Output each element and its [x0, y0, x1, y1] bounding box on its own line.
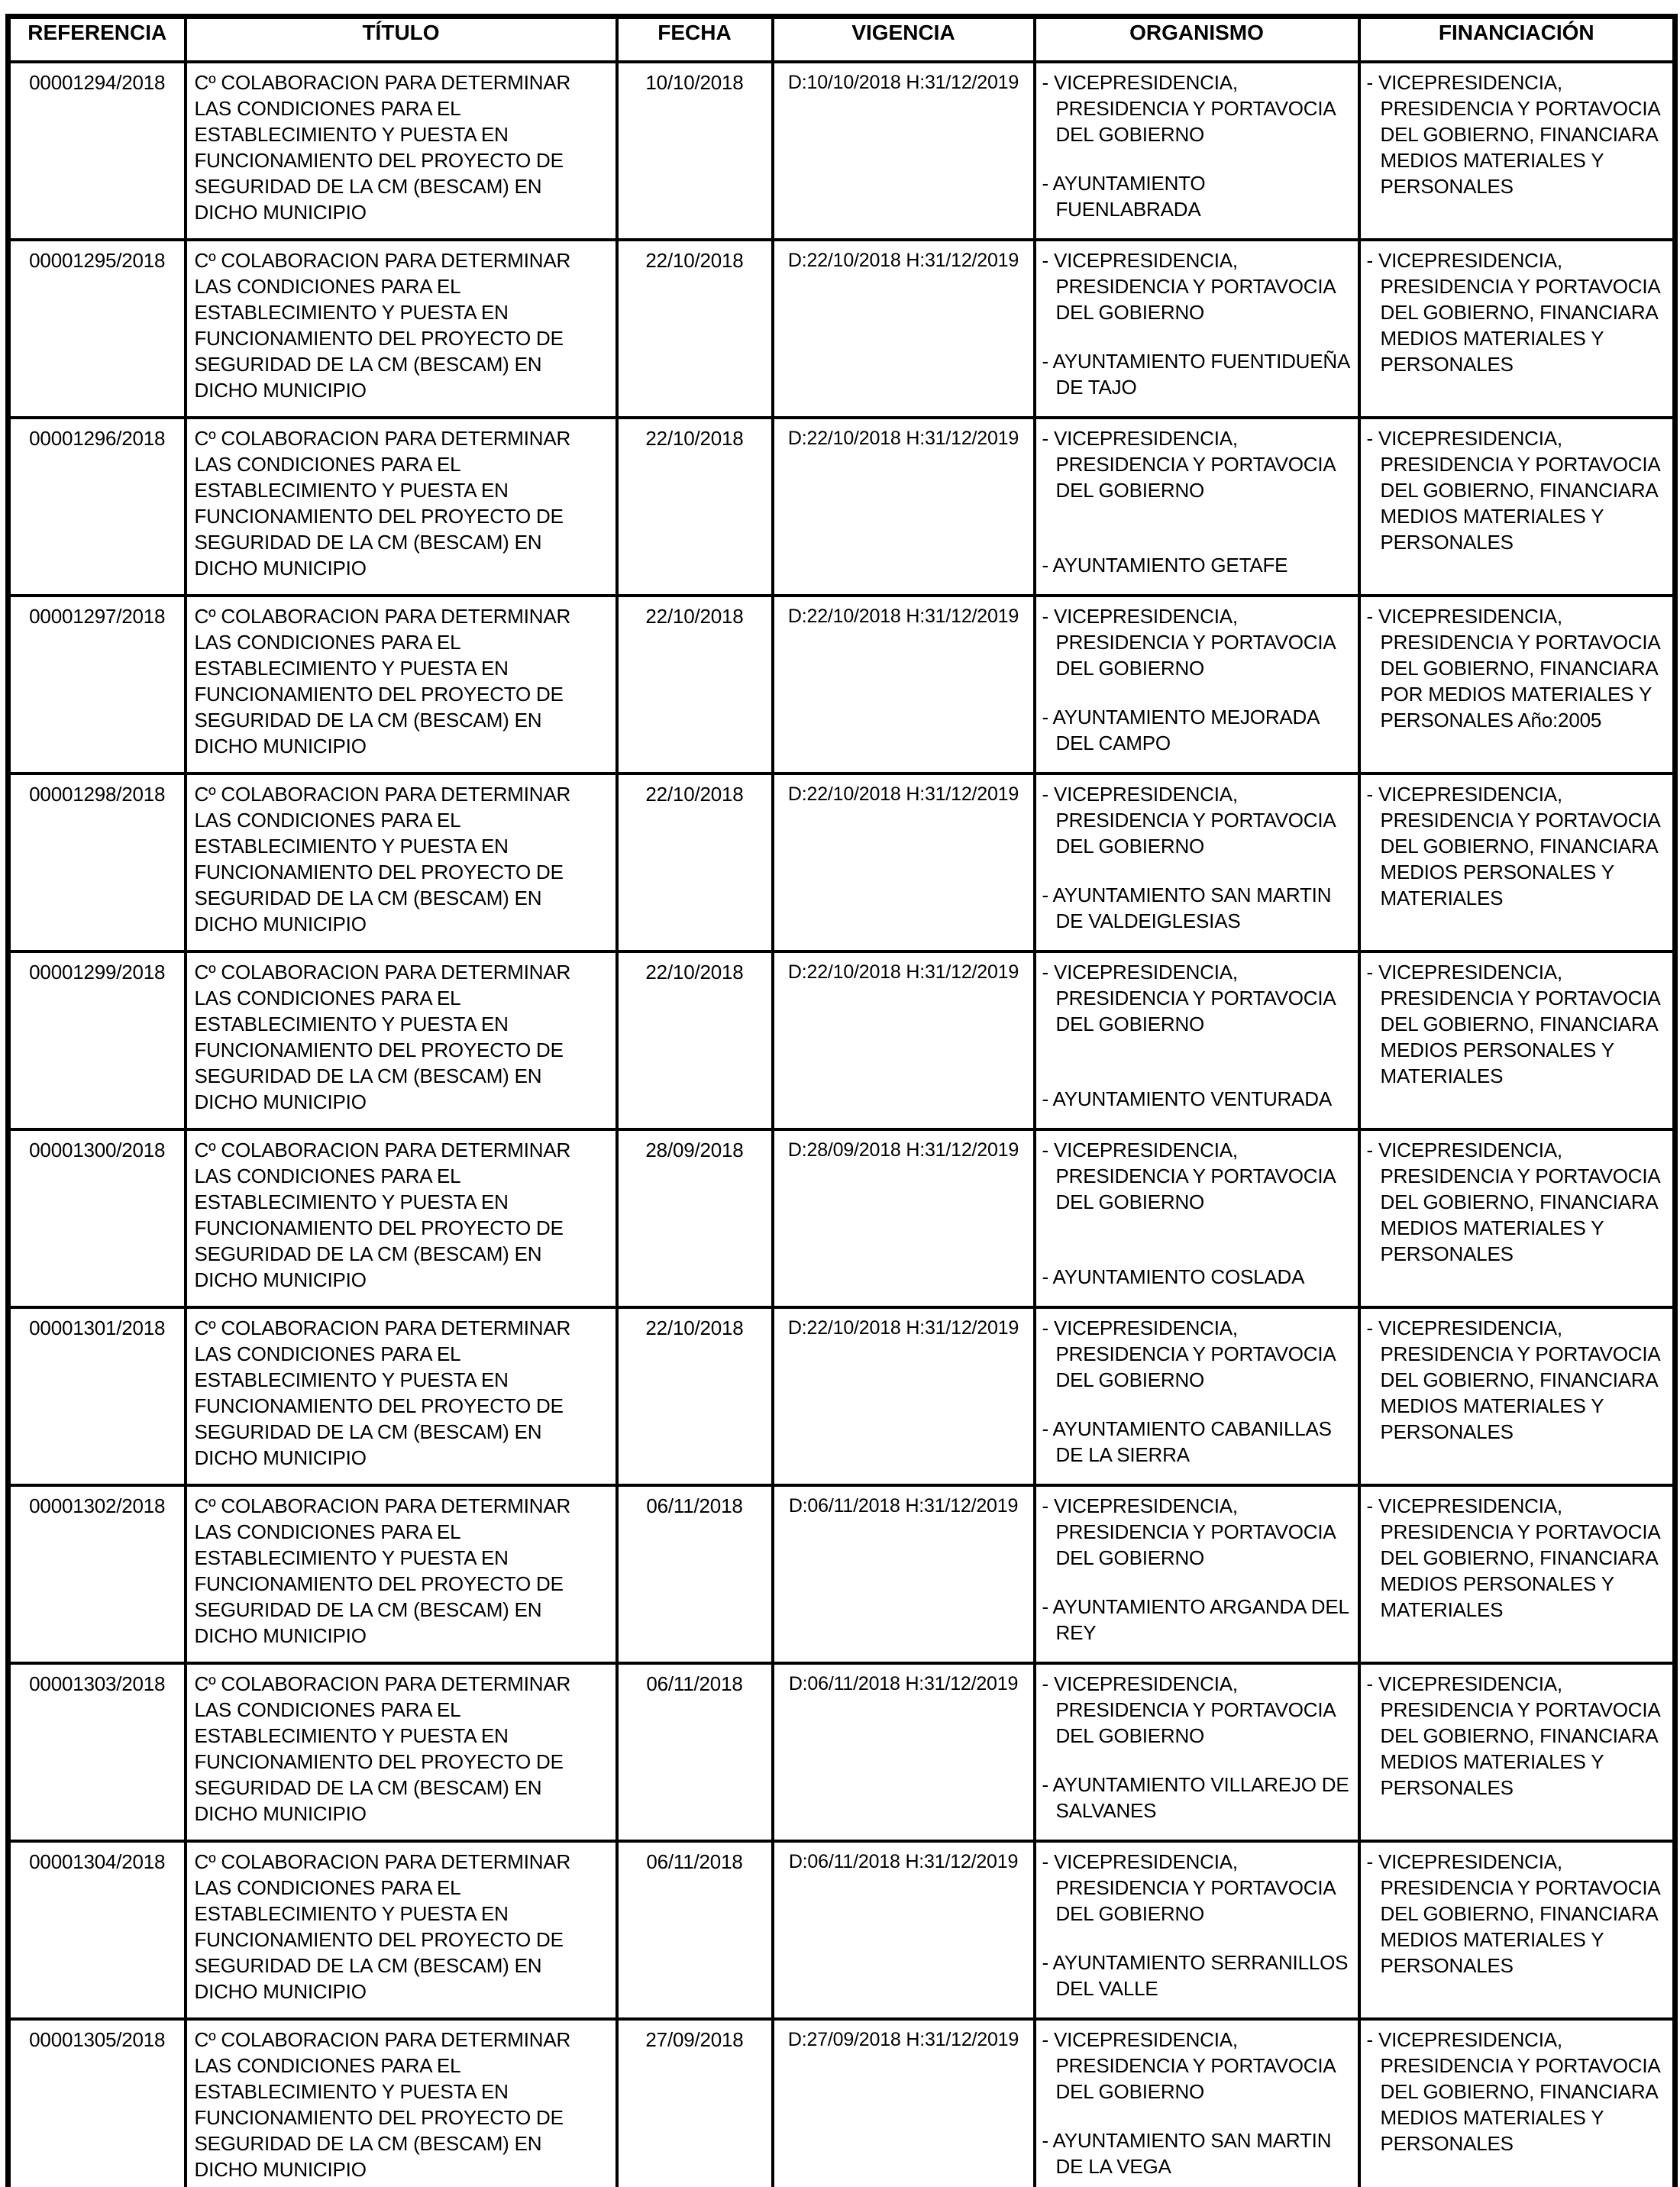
table-row: [8, 951, 1675, 1129]
cell-vigencia: D:06/11/2018 H:31/12/2019: [773, 1663, 1035, 1841]
financiacion-text: - VICEPRESIDENCIA, PRESIDENCIA Y PORTAVOCIA DEL GOBIERNO, FINANCIARA MEDIOS MATERIALES Y PERSONALES: [1366, 1139, 1660, 1265]
organismo-gobierno: - VICEPRESIDENCIA, PRESIDENCIA Y PORTAVOCIA DEL GOBIERNO: [1042, 1494, 1336, 1569]
organismo-ayuntamiento: - AYUNTAMIENTO VILLAREJO DE SALVANES: [1042, 1773, 1349, 1822]
organismo-ayuntamiento: - AYUNTAMIENTO SERRANILLOS DEL VALLE: [1042, 1951, 1349, 2000]
cell-fecha: 10/10/2018: [617, 62, 773, 240]
organismo-ayuntamiento: - AYUNTAMIENTO SAN MARTIN DE LA VEGA: [1042, 2129, 1332, 2178]
table-row: [8, 596, 1675, 774]
cell-organismo: [1035, 951, 1359, 1129]
financiacion-text: - VICEPRESIDENCIA, PRESIDENCIA Y PORTAVOCIA DEL GOBIERNO, FINANCIARA MEDIOS PERSONALES Y MATERIALES: [1366, 961, 1660, 1087]
organismo-gobierno: - VICEPRESIDENCIA, PRESIDENCIA Y PORTAVOCIA DEL GOBIERNO: [1042, 2028, 1336, 2103]
organismo-list: [1042, 603, 1350, 756]
organismo-ayuntamiento: - AYUNTAMIENTO MEJORADA DEL CAMPO: [1042, 706, 1319, 754]
cell-vigencia: D:22/10/2018 H:31/12/2019: [773, 951, 1035, 1129]
cell-fecha: 22/10/2018: [617, 1307, 773, 1485]
organismo-ayuntamiento: - AYUNTAMIENTO SAN MARTIN DE VALDEIGLESIAS: [1042, 884, 1332, 932]
table-row: [8, 1841, 1675, 2019]
table-row: [8, 2019, 1675, 2187]
organismo-gobierno: - VICEPRESIDENCIA, PRESIDENCIA Y PORTAVOCIA DEL GOBIERNO: [1042, 1316, 1336, 1391]
organismo-list: [1042, 1849, 1350, 2001]
organismo-gobierno: - VICEPRESIDENCIA, PRESIDENCIA Y PORTAVOCIA DEL GOBIERNO: [1042, 961, 1336, 1035]
organismo-list: [1042, 69, 1350, 222]
cell-financiacion: [1359, 951, 1675, 1129]
cell-organismo: [1035, 1307, 1359, 1485]
organismo-list: [1042, 425, 1350, 578]
financiacion-text: - VICEPRESIDENCIA, PRESIDENCIA Y PORTAVOCIA DEL GOBIERNO, FINANCIARA MEDIOS MATERIALES Y PERSONALES: [1366, 1316, 1660, 1443]
cell-titulo: Cº COLABORACION PARA DETERMINAR LAS CONDICIONES PARA EL ESTABLECIMIENTO Y PUESTA EN FUNCIONAMIENTO DEL PROYECTO DE SEGURIDAD DE LA CM (BESCAM) EN DICHO MUNICIPIO: [186, 774, 617, 951]
organismo-ayuntamiento: - AYUNTAMIENTO ARGANDA DEL REY: [1042, 1595, 1349, 1644]
organismo-gobierno: - VICEPRESIDENCIA, PRESIDENCIA Y PORTAVOCIA DEL GOBIERNO: [1042, 427, 1336, 502]
organismo-gobierno: - VICEPRESIDENCIA, PRESIDENCIA Y PORTAVOCIA DEL GOBIERNO: [1042, 1139, 1336, 1213]
table-row: [8, 774, 1675, 951]
table-row: [8, 62, 1675, 240]
organismo-gobierno: - VICEPRESIDENCIA, PRESIDENCIA Y PORTAVOCIA DEL GOBIERNO: [1042, 1672, 1336, 1747]
cell-titulo: Cº COLABORACION PARA DETERMINAR LAS CONDICIONES PARA EL ESTABLECIMIENTO Y PUESTA EN FUNCIONAMIENTO DEL PROYECTO DE SEGURIDAD DE LA CM (BESCAM) EN DICHO MUNICIPIO: [186, 1307, 617, 1485]
cell-fecha: 28/09/2018: [617, 1129, 773, 1307]
organismo-list: [1042, 2027, 1350, 2179]
organismo-list: [1042, 1137, 1350, 1290]
cell-referencia: 00001300/2018: [8, 1129, 186, 1307]
cell-financiacion: [1359, 1307, 1675, 1485]
cell-referencia: 00001304/2018: [8, 1841, 186, 2019]
cell-vigencia: D:22/10/2018 H:31/12/2019: [773, 774, 1035, 951]
cell-vigencia: D:06/11/2018 H:31/12/2019: [773, 1485, 1035, 1663]
cell-vigencia: D:28/09/2018 H:31/12/2019: [773, 1129, 1035, 1307]
organismo-ayuntamiento: - AYUNTAMIENTO COSLADA: [1042, 1265, 1305, 1288]
organismo-ayuntamiento: - AYUNTAMIENTO GETAFE: [1042, 554, 1288, 577]
organismo-list: [1042, 247, 1350, 400]
cell-financiacion: [1359, 1841, 1675, 2019]
financiacion-text: - VICEPRESIDENCIA, PRESIDENCIA Y PORTAVOCIA DEL GOBIERNO, FINANCIARA MEDIOS MATERIALES Y PERSONALES: [1366, 1672, 1660, 1799]
cell-referencia: 00001297/2018: [8, 596, 186, 774]
organismo-list: [1042, 1315, 1350, 1468]
cell-financiacion: [1359, 418, 1675, 596]
cell-fecha: 22/10/2018: [617, 596, 773, 774]
cell-fecha: 22/10/2018: [617, 774, 773, 951]
cell-financiacion: [1359, 1485, 1675, 1663]
cell-financiacion: [1359, 62, 1675, 240]
cell-titulo: Cº COLABORACION PARA DETERMINAR LAS CONDICIONES PARA EL ESTABLECIMIENTO Y PUESTA EN FUNCIONAMIENTO DEL PROYECTO DE SEGURIDAD DE LA CM (BESCAM) EN DICHO MUNICIPIO: [186, 596, 617, 774]
organismo-ayuntamiento: - AYUNTAMIENTO VENTURADA: [1042, 1087, 1332, 1110]
financiacion-text: - VICEPRESIDENCIA, PRESIDENCIA Y PORTAVOCIA DEL GOBIERNO, FINANCIARA MEDIOS MATERIALES Y PERSONALES: [1366, 71, 1660, 198]
cell-vigencia: D:10/10/2018 H:31/12/2019: [773, 62, 1035, 240]
table-row: [8, 1129, 1675, 1307]
cell-titulo: Cº COLABORACION PARA DETERMINAR LAS CONDICIONES PARA EL ESTABLECIMIENTO Y PUESTA EN FUNCIONAMIENTO DEL PROYECTO DE SEGURIDAD DE LA CM (BESCAM) EN DICHO MUNICIPIO: [186, 1129, 617, 1307]
cell-vigencia: D:06/11/2018 H:31/12/2019: [773, 1841, 1035, 2019]
column-header-titulo: TÍTULO: [186, 17, 617, 63]
cell-referencia: 00001296/2018: [8, 418, 186, 596]
agreements-table: [5, 14, 1678, 2187]
column-header-organismo: ORGANISMO: [1035, 17, 1359, 63]
cell-organismo: [1035, 1663, 1359, 1841]
cell-referencia: 00001294/2018: [8, 62, 186, 240]
cell-fecha: 06/11/2018: [617, 1841, 773, 2019]
cell-titulo: Cº COLABORACION PARA DETERMINAR LAS CONDICIONES PARA EL ESTABLECIMIENTO Y PUESTA EN FUNCIONAMIENTO DEL PROYECTO DE SEGURIDAD DE LA CM (BESCAM) EN DICHO MUNICIPIO: [186, 240, 617, 418]
cell-organismo: [1035, 1841, 1359, 2019]
organismo-list: [1042, 781, 1350, 934]
financiacion-text: - VICEPRESIDENCIA, PRESIDENCIA Y PORTAVOCIA DEL GOBIERNO, FINANCIARA MEDIOS MATERIALES Y PERSONALES: [1366, 427, 1660, 554]
cell-fecha: 06/11/2018: [617, 1663, 773, 1841]
table-row: [8, 240, 1675, 418]
table-row: [8, 1485, 1675, 1663]
cell-fecha: 06/11/2018: [617, 1485, 773, 1663]
column-header-referencia: REFERENCIA: [8, 17, 186, 63]
column-header-financiacion: FINANCIACIÓN: [1359, 17, 1675, 63]
table-row: [8, 1663, 1675, 1841]
financiacion-text: - VICEPRESIDENCIA, PRESIDENCIA Y PORTAVOCIA DEL GOBIERNO, FINANCIARA MEDIOS PERSONALES Y MATERIALES: [1366, 1494, 1660, 1621]
table-header: [8, 17, 1675, 63]
financiacion-text: - VICEPRESIDENCIA, PRESIDENCIA Y PORTAVOCIA DEL GOBIERNO, FINANCIARA MEDIOS MATERIALES Y PERSONALES: [1366, 2028, 1660, 2155]
cell-referencia: 00001295/2018: [8, 240, 186, 418]
cell-fecha: 22/10/2018: [617, 418, 773, 596]
cell-organismo: [1035, 774, 1359, 951]
organismo-list: [1042, 1493, 1350, 1646]
organismo-gobierno: - VICEPRESIDENCIA, PRESIDENCIA Y PORTAVOCIA DEL GOBIERNO: [1042, 605, 1336, 680]
organismo-list: [1042, 959, 1350, 1112]
cell-titulo: Cº COLABORACION PARA DETERMINAR LAS CONDICIONES PARA EL ESTABLECIMIENTO Y PUESTA EN FUNCIONAMIENTO DEL PROYECTO DE SEGURIDAD DE LA CM (BESCAM) EN DICHO MUNICIPIO: [186, 1663, 617, 1841]
cell-titulo: Cº COLABORACION PARA DETERMINAR LAS CONDICIONES PARA EL ESTABLECIMIENTO Y PUESTA EN FUNCIONAMIENTO DEL PROYECTO DE SEGURIDAD DE LA CM (BESCAM) EN DICHO MUNICIPIO: [186, 951, 617, 1129]
cell-organismo: [1035, 1485, 1359, 1663]
cell-referencia: 00001302/2018: [8, 1485, 186, 1663]
column-header-fecha: FECHA: [617, 17, 773, 63]
cell-financiacion: [1359, 596, 1675, 774]
header-row: [8, 17, 1675, 63]
cell-vigencia: D:27/09/2018 H:31/12/2019: [773, 2019, 1035, 2187]
organismo-ayuntamiento: - AYUNTAMIENTO FUENLABRADA: [1042, 172, 1206, 221]
cell-referencia: 00001301/2018: [8, 1307, 186, 1485]
cell-titulo: Cº COLABORACION PARA DETERMINAR LAS CONDICIONES PARA EL ESTABLECIMIENTO Y PUESTA EN FUNCIONAMIENTO DEL PROYECTO DE SEGURIDAD DE LA CM (BESCAM) EN DICHO MUNICIPIO: [186, 62, 617, 240]
financiacion-text: - VICEPRESIDENCIA, PRESIDENCIA Y PORTAVOCIA DEL GOBIERNO, FINANCIARA MEDIOS MATERIALES Y PERSONALES: [1366, 249, 1660, 376]
cell-titulo: Cº COLABORACION PARA DETERMINAR LAS CONDICIONES PARA EL ESTABLECIMIENTO Y PUESTA EN FUNCIONAMIENTO DEL PROYECTO DE SEGURIDAD DE LA CM (BESCAM) EN DICHO MUNICIPIO: [186, 1841, 617, 2019]
organismo-gobierno: - VICEPRESIDENCIA, PRESIDENCIA Y PORTAVOCIA DEL GOBIERNO: [1042, 249, 1336, 324]
cell-referencia: 00001305/2018: [8, 2019, 186, 2187]
cell-fecha: 22/10/2018: [617, 240, 773, 418]
cell-vigencia: D:22/10/2018 H:31/12/2019: [773, 418, 1035, 596]
cell-financiacion: [1359, 1129, 1675, 1307]
cell-fecha: 27/09/2018: [617, 2019, 773, 2187]
cell-vigencia: D:22/10/2018 H:31/12/2019: [773, 240, 1035, 418]
financiacion-text: - VICEPRESIDENCIA, PRESIDENCIA Y PORTAVOCIA DEL GOBIERNO, FINANCIARA POR MEDIOS MATERIALES Y PERSONALES Año:2005: [1366, 605, 1660, 732]
cell-organismo: [1035, 596, 1359, 774]
organismo-list: [1042, 1671, 1350, 1824]
cell-financiacion: [1359, 240, 1675, 418]
cell-referencia: 00001303/2018: [8, 1663, 186, 1841]
organismo-gobierno: - VICEPRESIDENCIA, PRESIDENCIA Y PORTAVOCIA DEL GOBIERNO: [1042, 1850, 1336, 1925]
cell-organismo: [1035, 418, 1359, 596]
financiacion-text: - VICEPRESIDENCIA, PRESIDENCIA Y PORTAVOCIA DEL GOBIERNO, FINANCIARA MEDIOS MATERIALES Y PERSONALES: [1366, 1850, 1660, 1977]
cell-vigencia: D:22/10/2018 H:31/12/2019: [773, 596, 1035, 774]
organismo-ayuntamiento: - AYUNTAMIENTO FUENTIDUEÑA DE TAJO: [1042, 350, 1349, 399]
organismo-ayuntamiento: - AYUNTAMIENTO CABANILLAS DE LA SIERRA: [1042, 1417, 1332, 1466]
column-header-vigencia: VIGENCIA: [773, 17, 1035, 63]
cell-organismo: [1035, 240, 1359, 418]
organismo-gobierno: - VICEPRESIDENCIA, PRESIDENCIA Y PORTAVOCIA DEL GOBIERNO: [1042, 783, 1336, 858]
financiacion-text: - VICEPRESIDENCIA, PRESIDENCIA Y PORTAVOCIA DEL GOBIERNO, FINANCIARA MEDIOS PERSONALES Y MATERIALES: [1366, 783, 1660, 909]
cell-organismo: [1035, 1129, 1359, 1307]
cell-financiacion: [1359, 2019, 1675, 2187]
cell-fecha: 22/10/2018: [617, 951, 773, 1129]
cell-titulo: Cº COLABORACION PARA DETERMINAR LAS CONDICIONES PARA EL ESTABLECIMIENTO Y PUESTA EN FUNCIONAMIENTO DEL PROYECTO DE SEGURIDAD DE LA CM (BESCAM) EN DICHO MUNICIPIO: [186, 1485, 617, 1663]
cell-financiacion: [1359, 1663, 1675, 1841]
cell-vigencia: D:22/10/2018 H:31/12/2019: [773, 1307, 1035, 1485]
cell-organismo: [1035, 2019, 1359, 2187]
cell-financiacion: [1359, 774, 1675, 951]
cell-referencia: 00001298/2018: [8, 774, 186, 951]
cell-referencia: 00001299/2018: [8, 951, 186, 1129]
table-row: [8, 1307, 1675, 1485]
cell-titulo: Cº COLABORACION PARA DETERMINAR LAS CONDICIONES PARA EL ESTABLECIMIENTO Y PUESTA EN FUNCIONAMIENTO DEL PROYECTO DE SEGURIDAD DE LA CM (BESCAM) EN DICHO MUNICIPIO: [186, 2019, 617, 2187]
cell-organismo: [1035, 62, 1359, 240]
organismo-gobierno: - VICEPRESIDENCIA, PRESIDENCIA Y PORTAVOCIA DEL GOBIERNO: [1042, 71, 1336, 146]
table-body: [8, 62, 1675, 2187]
table-row: [8, 418, 1675, 596]
cell-titulo: Cº COLABORACION PARA DETERMINAR LAS CONDICIONES PARA EL ESTABLECIMIENTO Y PUESTA EN FUNCIONAMIENTO DEL PROYECTO DE SEGURIDAD DE LA CM (BESCAM) EN DICHO MUNICIPIO: [186, 418, 617, 596]
